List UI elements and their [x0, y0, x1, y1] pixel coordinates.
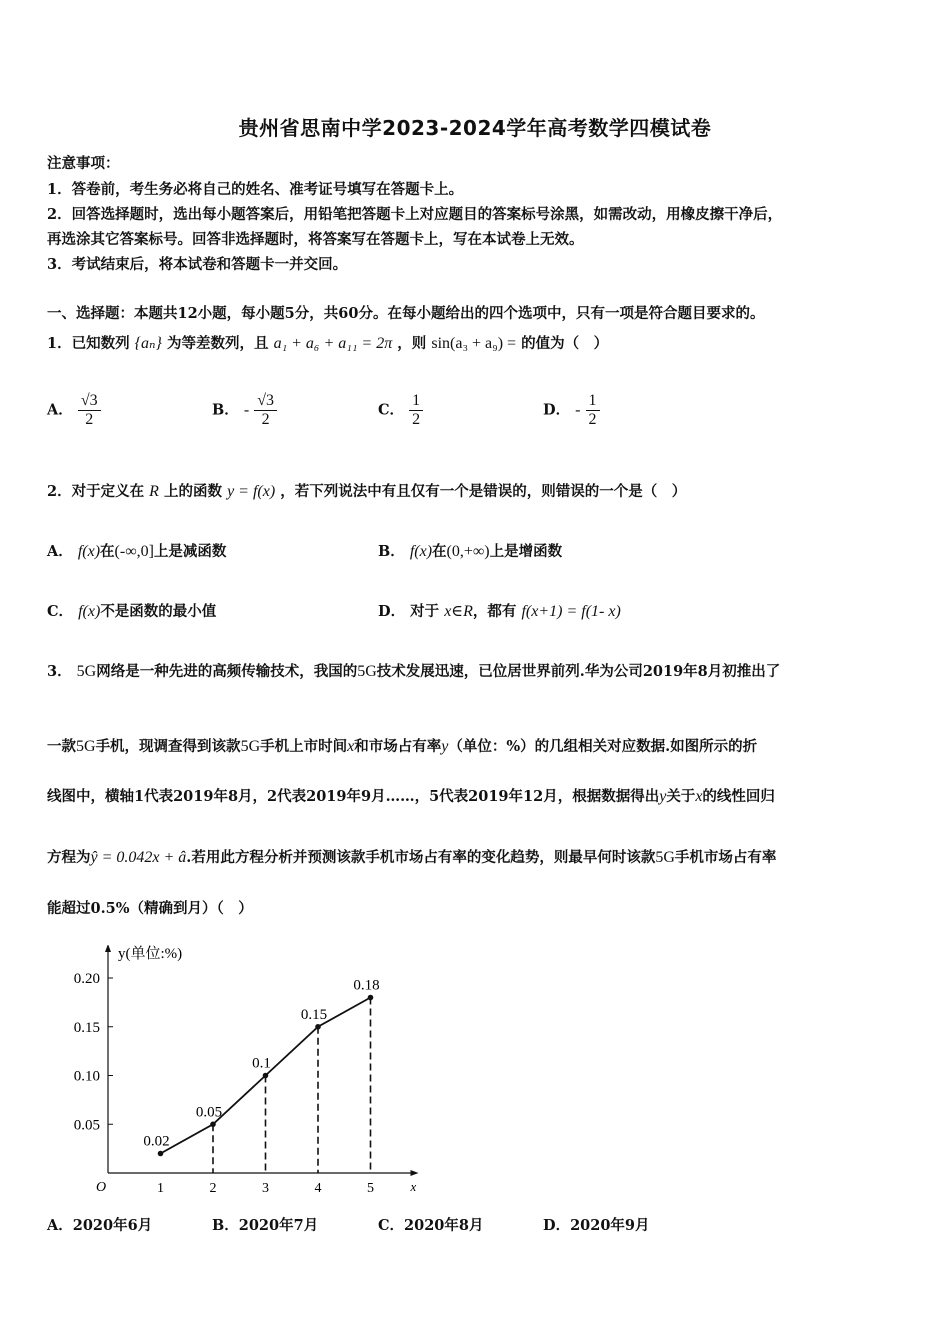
q3-text-2b: 手机，现调查得到该款	[95, 738, 241, 755]
q2-option-a[interactable]	[47, 540, 226, 561]
q3-5g-4: 5G	[240, 738, 261, 755]
data-point	[368, 995, 374, 1001]
q2-option-d-text-1: 对于	[410, 603, 440, 620]
q3-text-4c: 手机市场占有率	[674, 849, 777, 866]
q3-text-4a: 方程为	[47, 849, 91, 866]
data-label: 0.1	[252, 1055, 271, 1072]
data-point	[263, 1073, 269, 1079]
q1-option-d-sign: -	[575, 401, 581, 419]
x-axis-label: x	[410, 1179, 417, 1194]
q3-regression-equation: ŷ = 0.042x + â	[90, 849, 187, 866]
q3-text-2a: 一款	[47, 738, 76, 755]
q1-option-b-label: B．	[212, 401, 239, 419]
q3-5g-2: 5G	[357, 663, 377, 680]
question-3-line-3	[47, 785, 775, 806]
q1-text-4: 的值为（ ）	[521, 335, 609, 352]
question-3-line-1	[47, 660, 780, 681]
notice-item-2a: 2．回答选择题时，选出每小题答案后，用铅笔把答题卡上对应题目的答案标号涂黑，如需改动，用橡皮擦干净后，	[47, 206, 783, 223]
x-axis-arrow	[411, 1170, 419, 1176]
denominator: 2	[85, 411, 94, 428]
y-axis-label: y(单位:%)	[118, 946, 183, 962]
question-3-line-2	[47, 735, 757, 756]
data-label: 0.15	[300, 1006, 328, 1023]
q2-text-2: 上的函数	[164, 483, 222, 500]
q3-text-4b: .若用此方程分析并预测该款手机市场占有率的变化趋势，则最早何时该款	[186, 849, 656, 866]
q3-text-2c: 手机上市时间	[260, 738, 348, 755]
data-point	[315, 1024, 321, 1030]
denominator: 2	[412, 411, 421, 428]
q1-option-a[interactable]	[47, 392, 101, 429]
q2-option-c-label: C．	[47, 603, 74, 620]
q3-var-x2: x	[695, 788, 703, 805]
q2-option-a-func: f(x)	[77, 543, 101, 560]
q1-option-b-fraction	[254, 392, 277, 429]
data-label: 0.05	[195, 1104, 223, 1121]
q2-domain: R	[149, 483, 159, 500]
q3-5g-1: 5G	[76, 663, 97, 680]
notice-heading: 注意事项：	[47, 155, 120, 172]
q3-number: 3．	[47, 663, 72, 680]
x-tick-label: 3	[262, 1181, 269, 1196]
x-tick-label: 1	[157, 1181, 164, 1196]
q3-text-3c: 的线性回归	[702, 788, 775, 805]
line-chart	[60, 945, 440, 1200]
q1-sequence: {aₙ}	[134, 335, 162, 352]
q3-option-c[interactable]: C．2020年8月	[378, 1217, 484, 1234]
denominator: 2	[588, 411, 597, 428]
q3-5g-3: 5G	[76, 738, 96, 755]
q2-option-b-func: f(x)	[409, 543, 433, 560]
q1-expression: sin(a₃ + a₉) =	[431, 335, 517, 352]
numerator: 1	[409, 392, 423, 411]
q2-option-c[interactable]	[47, 600, 216, 621]
q3-text-1c: 技术发展迅速，已位居世界前列.华为公司2019年8月初推出了	[376, 663, 781, 680]
y-tick-label: 0.10	[73, 1068, 100, 1085]
q1-option-c-label: C．	[378, 401, 405, 419]
q3-text-3a: 线图中，横轴1代表2019年8月，2代表2019年9月……，5代表2019年12月，根据数据得出	[47, 788, 660, 805]
q1-option-b-sign: -	[243, 401, 250, 419]
q3-var-y2: y	[659, 788, 667, 805]
q3-option-d[interactable]: D．2020年9月	[543, 1217, 650, 1234]
q1-condition: a₁ + a₆ + a₁₁ = 2π	[273, 335, 393, 352]
q2-option-b[interactable]	[378, 540, 562, 561]
notice-item-2b: 再选涂其它答案标号。回答非选择题时，将答案写在答题卡上，写在本试卷上无效。	[47, 231, 584, 248]
q3-text-3b: 关于	[666, 788, 696, 805]
q1-option-d-fraction	[586, 392, 600, 429]
q1-option-a-fraction	[78, 392, 101, 429]
data-label: 0.02	[143, 1133, 170, 1150]
y-axis-arrow	[105, 945, 111, 952]
data-point	[158, 1151, 164, 1157]
q2-option-b-label: B．	[378, 543, 405, 560]
q1-text-3: ，则	[397, 335, 427, 352]
question-3-line-5: 能超过0.5%（精确到月）（ ）	[47, 900, 253, 917]
q2-option-c-func: f(x)	[78, 603, 101, 620]
q1-text-1: 1．已知数列	[47, 335, 130, 352]
notice-item-1: 1．答卷前，考生务必将自己的姓名、准考证号填写在答题卡上。	[47, 181, 464, 198]
question-2	[47, 480, 686, 501]
q2-option-d-var: x∈R	[444, 603, 473, 620]
q3-text-1b: 网络是一种先进的高频传输技术，我国的	[96, 663, 358, 680]
q2-option-d[interactable]	[378, 600, 621, 621]
q3-var-x: x	[347, 738, 355, 755]
q2-option-a-text: 上是减函数	[153, 543, 227, 560]
q1-option-d[interactable]	[543, 392, 600, 429]
numerator: 1	[586, 392, 600, 411]
q2-option-b-in: 在	[432, 543, 447, 560]
numerator: √3	[254, 392, 277, 411]
x-tick-label: 2	[209, 1181, 217, 1196]
page-title: 贵州省思南中学2023-2024学年高考数学四模试卷	[238, 116, 712, 140]
q2-text-3: ，若下列说法中有且仅有一个是错误的，则错误的一个是（ ）	[280, 483, 687, 500]
denominator: 2	[261, 411, 270, 428]
q3-var-y: y	[441, 738, 449, 755]
q2-option-d-equation: f(x+1) = f(1- x)	[521, 603, 621, 620]
q3-option-a[interactable]: A．2020年6月	[47, 1217, 153, 1234]
data-label: 0.18	[353, 977, 380, 994]
q3-option-b[interactable]: B．2020年7月	[212, 1217, 319, 1234]
q2-option-a-in: 在	[100, 543, 115, 560]
q1-option-d-label: D．	[543, 401, 571, 419]
q2-option-a-label: A．	[47, 543, 73, 560]
section-heading: 一、选择题：本题共12小题，每小题5分，共60分。在每小题给出的四个选项中，只有一项是符合题目要求的。	[47, 305, 765, 322]
x-tick-label: 4	[314, 1181, 322, 1196]
q2-option-c-text: 不是函数的最小值	[100, 603, 217, 620]
x-tick-label: 5	[367, 1181, 374, 1196]
q2-option-b-interval: (0,+∞)	[446, 543, 490, 560]
q2-option-d-text-2: ，都有	[472, 603, 517, 620]
q1-option-c-fraction	[409, 392, 423, 429]
y-tick-label: 0.05	[73, 1117, 100, 1134]
q3-text-2e: （单位：%）的几组相关对应数据.如图所示的折	[448, 738, 758, 755]
origin-label: O	[96, 1180, 107, 1195]
q2-option-a-interval: (-∞,0]	[114, 543, 154, 560]
q2-function: y = f(x)	[227, 483, 276, 500]
y-tick-label: 0.20	[73, 971, 100, 987]
numerator: √3	[78, 392, 101, 411]
notice-item-3: 3．考试结束后，将本试卷和答题卡一并交回。	[47, 256, 348, 273]
q1-option-c[interactable]	[378, 392, 423, 429]
q3-5g-5: 5G	[655, 849, 675, 866]
question-1	[47, 332, 608, 353]
q1-option-b[interactable]	[212, 392, 277, 429]
q2-option-b-text: 上是增函数	[489, 543, 563, 560]
question-3-line-4	[47, 846, 776, 867]
q1-option-a-label: A．	[47, 401, 73, 419]
data-point	[210, 1121, 216, 1127]
q2-text-1: 2．对于定义在	[47, 483, 145, 500]
q2-option-d-label: D．	[378, 603, 406, 620]
q3-text-2d: 和市场占有率	[354, 738, 442, 755]
q1-text-2: 为等差数列，且	[167, 335, 269, 352]
y-tick-label: 0.15	[73, 1019, 100, 1036]
